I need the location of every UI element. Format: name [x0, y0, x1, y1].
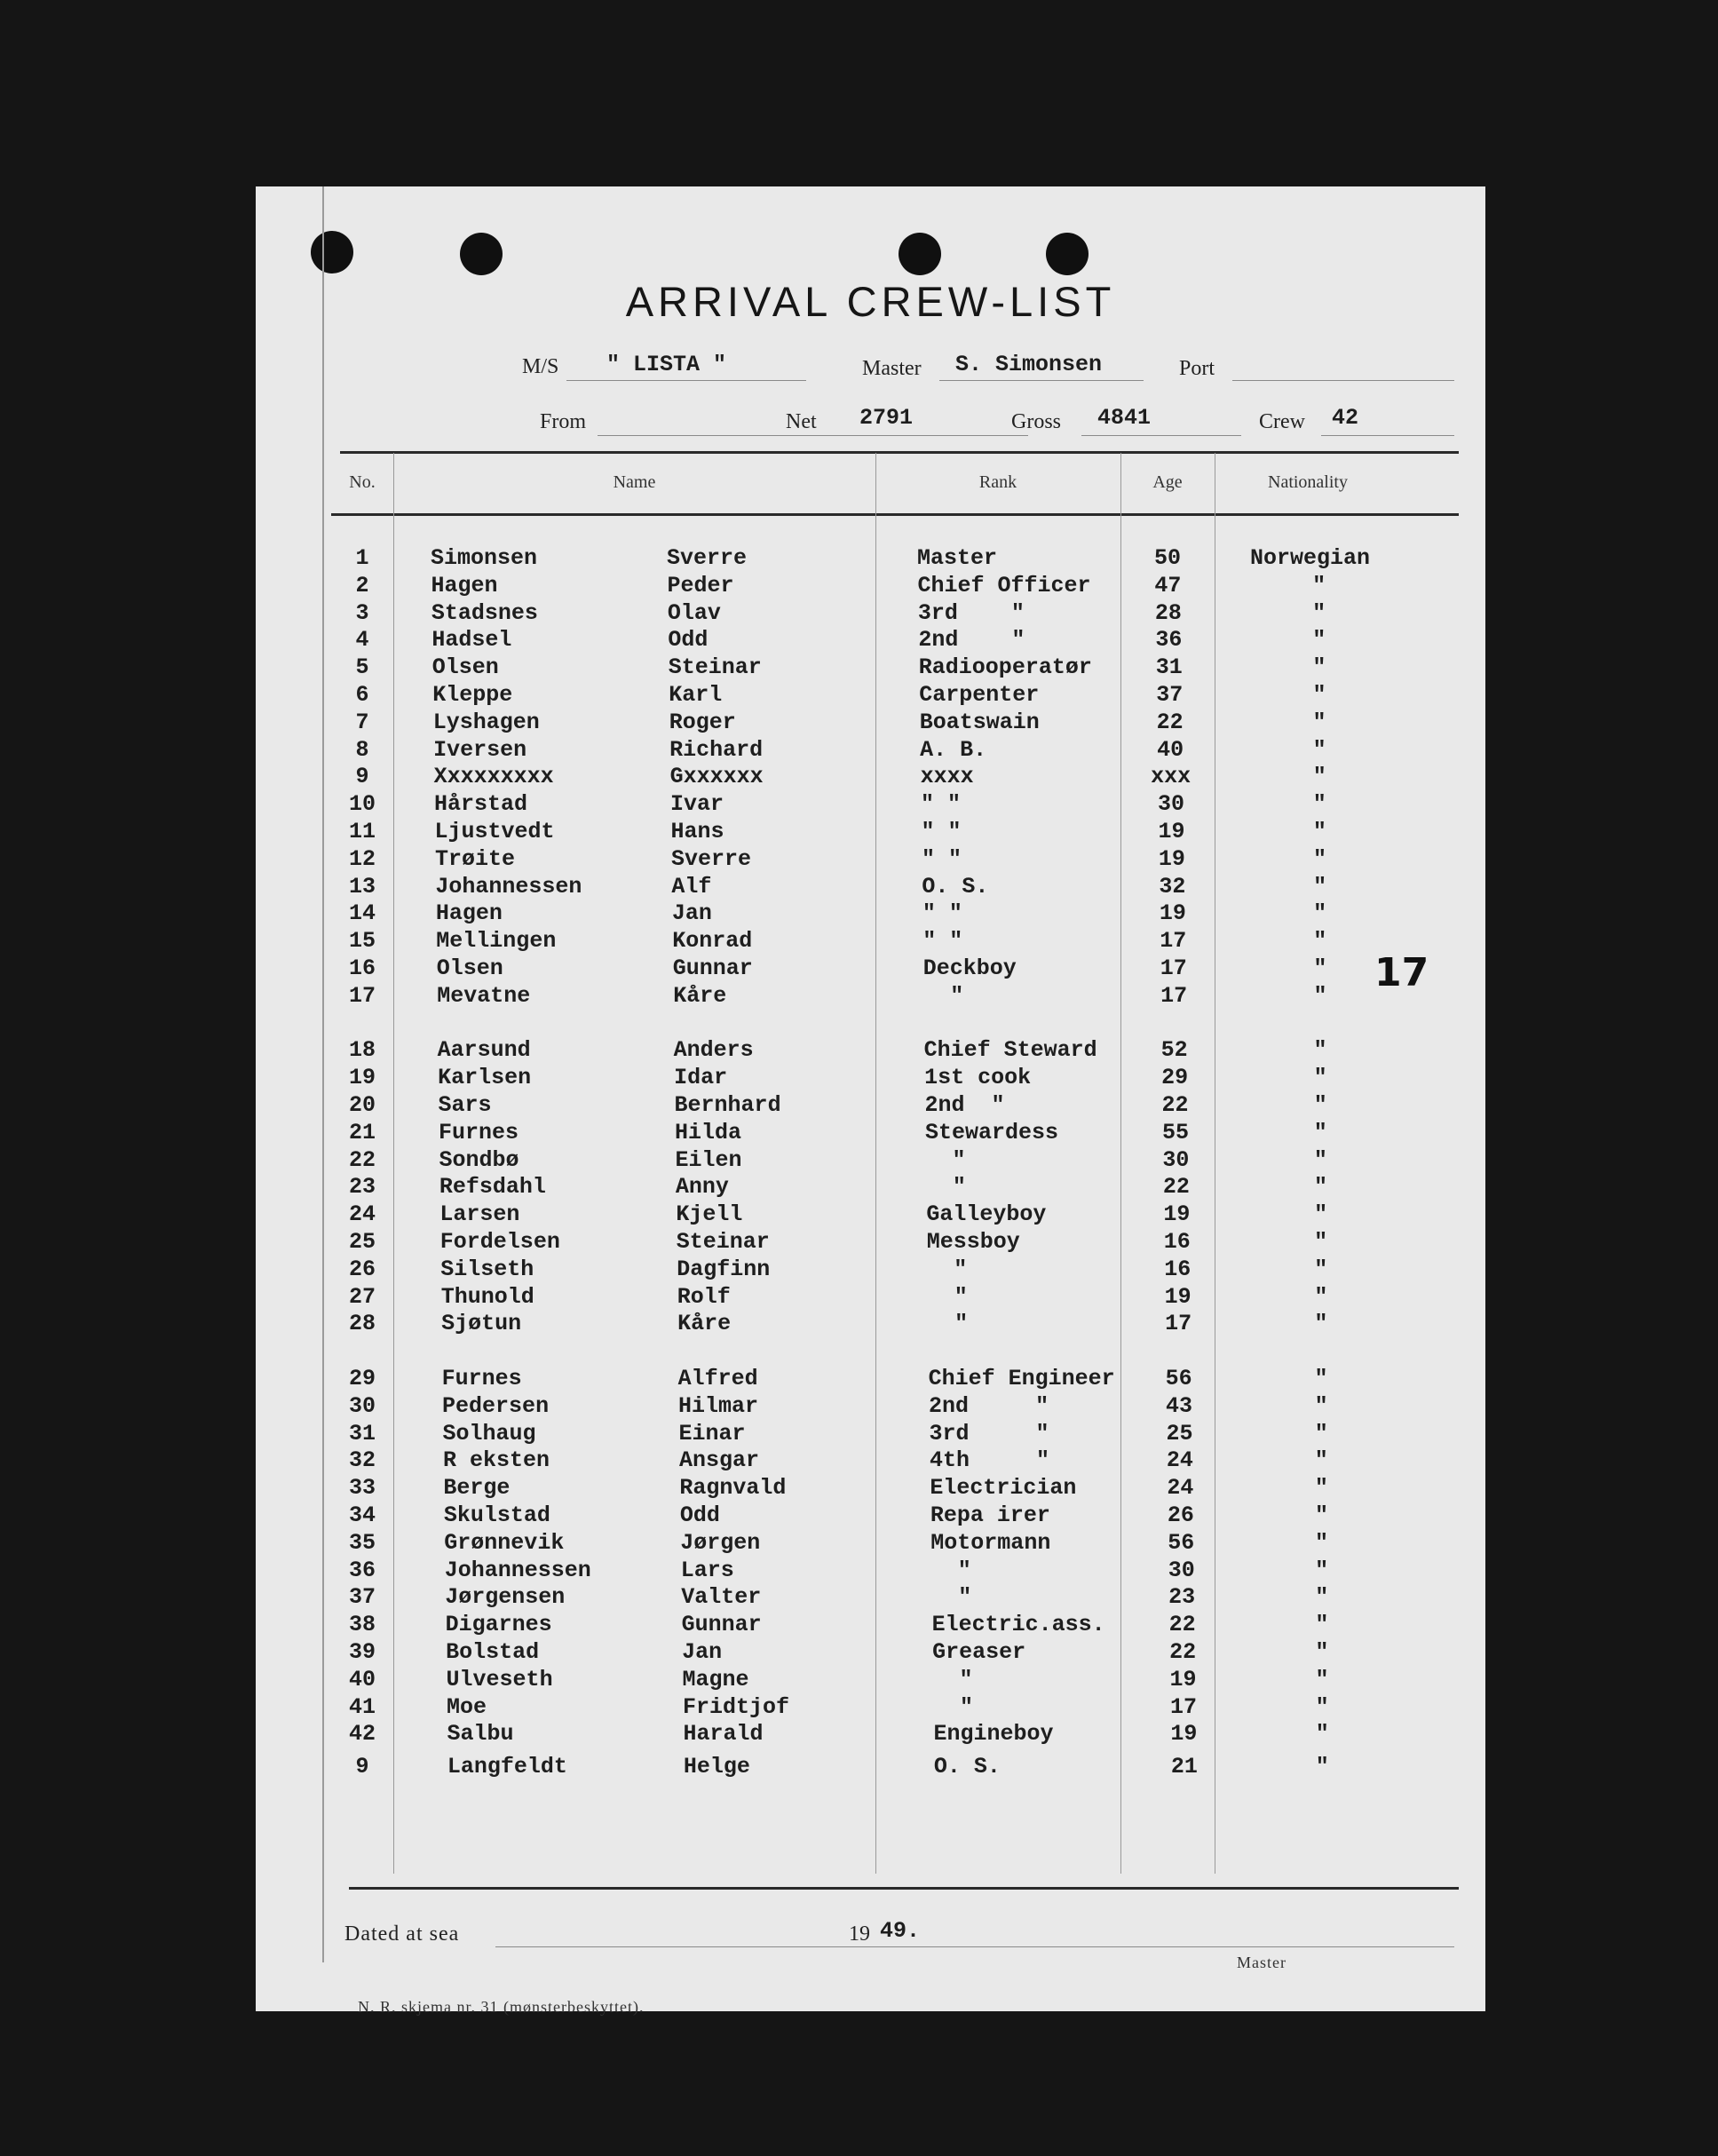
cell-no: 8 — [355, 737, 369, 763]
cell-age: 32 — [1159, 874, 1186, 900]
cell-nationality: Norwegian — [1250, 545, 1371, 571]
cell-given-name: Valter — [681, 1584, 762, 1610]
cell-no: 21 — [348, 1120, 376, 1145]
cell-given-name: Fridtjof — [683, 1694, 790, 1720]
cell-nationality: " — [1313, 983, 1327, 1009]
cell-nationality: " — [1313, 1174, 1327, 1200]
cell-given-name: Peder — [667, 573, 734, 598]
cell-nationality: " — [1313, 1037, 1327, 1063]
from-label: From — [540, 410, 587, 433]
cell-nationality: " — [1313, 1065, 1327, 1090]
cell-age: 19 — [1169, 1667, 1197, 1692]
cell-age: 17 — [1165, 1311, 1192, 1336]
cell-nationality: " — [1315, 1667, 1329, 1692]
cell-given-name: Jørgen — [680, 1530, 761, 1556]
cell-surname: Jørgensen — [445, 1584, 566, 1610]
cell-given-name: Gunnar — [681, 1612, 762, 1637]
crew-label: Crew — [1259, 410, 1305, 433]
cell-nationality: " — [1312, 600, 1326, 626]
cell-surname: Bolstad — [446, 1639, 540, 1665]
cell-age: 19 — [1159, 900, 1186, 926]
cell-age: 52 — [1160, 1037, 1188, 1063]
cell-nationality: " — [1314, 1284, 1328, 1310]
cell-rank: Master — [917, 545, 998, 571]
cell-age: 19 — [1158, 846, 1185, 872]
cell-given-name: Kåre — [673, 983, 727, 1009]
cell-rank: " — [925, 1147, 966, 1173]
cell-rank: Chief Engineer — [928, 1366, 1115, 1391]
cell-no: 34 — [348, 1502, 376, 1528]
cell-surname: Berge — [443, 1475, 511, 1501]
cell-given-name: Jan — [682, 1639, 723, 1665]
cell-nationality: " — [1314, 1311, 1328, 1336]
cell-nationality: " — [1312, 846, 1326, 872]
cell-surname: Hagen — [435, 900, 503, 926]
gross-label: Gross — [1011, 410, 1062, 433]
cell-rank: " " — [921, 791, 962, 817]
cell-age: 17 — [1160, 928, 1187, 954]
cell-age: 16 — [1163, 1229, 1191, 1255]
cell-rank: Motormann — [930, 1530, 1051, 1556]
cell-rank: " — [923, 983, 964, 1009]
cell-nationality: " — [1314, 1393, 1328, 1419]
cell-nationality: " — [1313, 1092, 1327, 1118]
punch-hole — [311, 231, 353, 273]
cell-age: 37 — [1156, 682, 1184, 708]
cell-age: 56 — [1168, 1530, 1195, 1556]
cell-surname: Grønnevik — [444, 1530, 565, 1556]
cell-rank: 2nd " — [929, 1393, 1049, 1419]
cell-nationality: " — [1315, 1754, 1329, 1779]
cell-rank: 1st cook — [924, 1065, 1032, 1090]
cell-given-name: Alf — [671, 874, 712, 900]
cell-nationality: " — [1313, 1147, 1327, 1173]
cell-no: 14 — [348, 900, 376, 926]
cell-rank: Engineboy — [933, 1721, 1054, 1747]
cell-surname: Ljustvedt — [434, 819, 555, 844]
cell-nationality: " — [1314, 1475, 1328, 1501]
cell-given-name: Eilen — [675, 1147, 742, 1173]
cell-age: 28 — [1154, 600, 1182, 626]
cell-no: 9 — [355, 764, 369, 789]
cell-rank: " — [930, 1558, 971, 1583]
cell-age: 50 — [1153, 545, 1181, 571]
cell-age: 19 — [1163, 1201, 1191, 1227]
cell-age: 25 — [1166, 1421, 1193, 1447]
cell-no: 22 — [348, 1147, 376, 1173]
cell-no: 26 — [348, 1256, 376, 1282]
cell-given-name: Sverre — [670, 846, 751, 872]
cell-rank: 2nd " — [918, 627, 1025, 653]
cell-surname: Larsen — [439, 1201, 520, 1227]
cell-no: 5 — [355, 654, 369, 680]
cell-nationality: " — [1314, 1201, 1328, 1227]
cell-no: 40 — [348, 1667, 376, 1692]
cell-surname: Iversen — [433, 737, 527, 763]
cell-age: 30 — [1158, 791, 1185, 817]
cell-given-name: Jan — [671, 900, 712, 926]
cell-age: 31 — [1155, 654, 1183, 680]
cell-no: 11 — [348, 819, 376, 844]
cell-surname: Refsdahl — [439, 1174, 546, 1200]
cell-nationality: " — [1312, 654, 1326, 680]
cell-given-name: Dagfinn — [677, 1256, 771, 1282]
cell-rank: Electric.ass. — [931, 1612, 1105, 1637]
cell-age: 22 — [1168, 1612, 1196, 1637]
cell-given-name: Bernhard — [674, 1092, 781, 1118]
cell-no: 25 — [348, 1229, 376, 1255]
cell-rank: 2nd " — [924, 1092, 1005, 1118]
master-name: S. Simonsen — [955, 352, 1103, 377]
cell-nationality: " — [1314, 1256, 1328, 1282]
cell-given-name: Olav — [667, 600, 721, 626]
cell-surname: Skulstad — [443, 1502, 550, 1528]
cell-no: 37 — [348, 1584, 376, 1610]
cell-no: 3 — [355, 600, 369, 626]
cell-surname: Mellingen — [436, 928, 557, 954]
cell-nationality: " — [1312, 819, 1326, 844]
cell-no: 27 — [348, 1284, 376, 1310]
header-nationality: Nationality — [1268, 472, 1348, 492]
master-label: Master — [862, 357, 922, 380]
cell-rank: Boatswain — [919, 709, 1040, 735]
cell-no: 38 — [348, 1612, 376, 1637]
cell-age: 22 — [1169, 1639, 1197, 1665]
cell-age: 22 — [1156, 709, 1184, 735]
cell-given-name: Hilda — [675, 1120, 742, 1145]
cell-surname: Sars — [438, 1092, 492, 1118]
cell-given-name: Helge — [683, 1754, 750, 1779]
cell-surname: Stadsnes — [431, 600, 538, 626]
crew-value: 42 — [1332, 405, 1359, 431]
cell-no: 32 — [348, 1447, 376, 1473]
cell-age: 19 — [1164, 1284, 1192, 1310]
cell-rank: Carpenter — [919, 682, 1040, 708]
cell-age: 19 — [1170, 1721, 1198, 1747]
cell-age: 56 — [1165, 1366, 1192, 1391]
cell-no: 10 — [348, 791, 376, 817]
cell-surname: Digarnes — [445, 1612, 552, 1637]
cell-rank: " — [927, 1256, 968, 1282]
cell-no: 20 — [348, 1092, 376, 1118]
cell-rank: Greaser — [932, 1639, 1026, 1665]
cell-age: 43 — [1166, 1393, 1193, 1419]
cell-rank: Stewardess — [925, 1120, 1059, 1145]
port-label: Port — [1179, 357, 1215, 380]
cell-surname: Thunold — [440, 1284, 534, 1310]
cell-rank: Deckboy — [922, 955, 1017, 981]
cell-surname: Olsen — [436, 955, 503, 981]
cell-nationality: " — [1315, 1558, 1329, 1583]
cell-rank: " " — [922, 928, 963, 954]
cell-rank: " — [931, 1584, 972, 1610]
cell-nationality: " — [1312, 791, 1326, 817]
cell-nationality: " — [1314, 1421, 1328, 1447]
cell-surname: Fordelsen — [439, 1229, 560, 1255]
net-value: 2791 — [859, 405, 914, 431]
cell-age: 22 — [1161, 1092, 1189, 1118]
cell-given-name: Kjell — [676, 1201, 743, 1227]
cell-nationality: " — [1313, 1120, 1327, 1145]
punch-hole — [1046, 233, 1089, 275]
cell-given-name: Odd — [679, 1502, 720, 1528]
cell-surname: Lyshagen — [432, 709, 540, 735]
cell-rank: " " — [922, 900, 962, 926]
cell-no: 6 — [355, 682, 369, 708]
cell-age: 40 — [1157, 737, 1184, 763]
cell-surname: Hadsel — [431, 627, 512, 653]
cell-no: 23 — [348, 1174, 376, 1200]
cell-rank: " — [932, 1667, 973, 1692]
ship-name: " LISTA " — [606, 352, 727, 377]
cell-no: 31 — [348, 1421, 376, 1447]
cell-given-name: Steinar — [676, 1229, 770, 1255]
punch-hole — [899, 233, 941, 275]
cell-rank: Messboy — [926, 1229, 1020, 1255]
header-rank: Rank — [978, 472, 1017, 492]
cell-age: 55 — [1161, 1120, 1189, 1145]
cell-given-name: Steinar — [668, 654, 762, 680]
cell-surname: Pedersen — [442, 1393, 550, 1419]
cell-nationality: " — [1315, 1694, 1329, 1720]
cell-surname: Trøite — [434, 846, 515, 872]
cell-rank: O. S. — [922, 874, 989, 900]
cell-rank: " — [933, 1694, 974, 1720]
cell-surname: Furnes — [439, 1120, 519, 1145]
cell-nationality: " — [1313, 955, 1327, 981]
cell-no: 12 — [348, 846, 376, 872]
cell-surname: Ulveseth — [446, 1667, 553, 1692]
punch-hole — [460, 233, 503, 275]
cell-no: 16 — [348, 955, 376, 981]
cell-age: 23 — [1168, 1584, 1196, 1610]
cell-no: 36 — [348, 1558, 376, 1583]
cell-no: 13 — [348, 874, 376, 900]
ms-label: M/S — [522, 355, 559, 378]
cell-rank: Electrician — [930, 1475, 1077, 1501]
cell-surname: Johannessen — [444, 1558, 591, 1583]
cell-no: 17 — [348, 983, 376, 1009]
cell-age: 36 — [1155, 627, 1183, 653]
cell-given-name: Richard — [669, 737, 764, 763]
cell-no: 35 — [348, 1530, 376, 1556]
cell-age: 47 — [1154, 573, 1182, 598]
cell-surname: Xxxxxxxxx — [433, 764, 554, 789]
cell-surname: Karlsen — [438, 1065, 532, 1090]
cell-surname: Kleppe — [432, 682, 513, 708]
cell-surname: Silseth — [440, 1256, 534, 1282]
cell-no: 7 — [355, 709, 369, 735]
header-name: Name — [613, 472, 656, 492]
cell-surname: Furnes — [441, 1366, 522, 1391]
cell-surname: Salbu — [447, 1721, 514, 1747]
cell-nationality: " — [1315, 1584, 1329, 1610]
margin-count-note: 17 — [1374, 950, 1429, 995]
cell-nationality: " — [1312, 682, 1326, 708]
cell-age: 17 — [1169, 1694, 1197, 1720]
cell-given-name: Odd — [668, 627, 709, 653]
cell-rank: xxxx — [920, 764, 974, 789]
cell-given-name: Gunnar — [672, 955, 753, 981]
cell-age: 21 — [1170, 1754, 1198, 1779]
cell-rank: 4th " — [929, 1447, 1049, 1473]
cell-given-name: Hilmar — [678, 1393, 759, 1419]
cell-given-name: Einar — [678, 1421, 746, 1447]
cell-surname: Olsen — [431, 654, 499, 680]
cell-nationality: " — [1315, 1639, 1329, 1665]
dated-label: Dated at sea — [344, 1922, 460, 1946]
cell-rank: 3rd " — [917, 600, 1025, 626]
cell-nationality: " — [1313, 900, 1327, 926]
year-prefix: 19 — [849, 1922, 870, 1946]
form-title: ARRIVAL CREW-LIST — [625, 278, 1116, 325]
cell-nationality: " — [1314, 1366, 1328, 1391]
cell-age: 19 — [1158, 819, 1185, 844]
cell-surname: Hagen — [431, 573, 498, 598]
cell-rank: Chief Steward — [923, 1037, 1097, 1063]
cell-no: 29 — [348, 1366, 376, 1391]
cell-nationality: " — [1312, 709, 1326, 735]
crew-list-form — [256, 186, 1485, 2016]
cell-no: 4 — [355, 627, 369, 653]
cell-rank: Galleyboy — [926, 1201, 1047, 1227]
cell-nationality: " — [1315, 1612, 1329, 1637]
cell-no: 18 — [348, 1037, 376, 1063]
cell-surname: Simonsen — [431, 545, 538, 571]
cell-given-name: Magne — [682, 1667, 749, 1692]
cell-given-name: Anders — [673, 1037, 754, 1063]
cell-given-name: Rolf — [677, 1284, 731, 1310]
cell-nationality: " — [1312, 764, 1326, 789]
net-label: Net — [786, 410, 817, 433]
cell-rank: A. B. — [920, 737, 987, 763]
cell-age: 22 — [1162, 1174, 1190, 1200]
cell-no: 28 — [348, 1311, 376, 1336]
cell-surname: Langfeldt — [447, 1754, 567, 1779]
cell-surname: Mevatne — [437, 983, 531, 1009]
cell-given-name: Sverre — [667, 545, 748, 571]
cell-given-name: Alfred — [677, 1366, 758, 1391]
cell-no: 39 — [348, 1639, 376, 1665]
cell-age: xxx — [1151, 764, 1192, 789]
cell-rank: " — [925, 1174, 966, 1200]
cell-surname: Johannessen — [435, 874, 582, 900]
cell-rank: " " — [921, 846, 962, 872]
cell-nationality: " — [1312, 573, 1326, 598]
cell-age: 16 — [1164, 1256, 1192, 1282]
cell-nationality: " — [1312, 627, 1326, 653]
cell-given-name: Ansgar — [678, 1447, 759, 1473]
cell-surname: Solhaug — [442, 1421, 536, 1447]
cell-no: 24 — [348, 1201, 376, 1227]
cell-rank: " " — [921, 819, 962, 844]
cell-rank: Repa irer — [930, 1502, 1050, 1528]
cell-rank: 3rd " — [929, 1421, 1049, 1447]
cell-nationality: " — [1314, 1229, 1328, 1255]
cell-surname: Sondbø — [439, 1147, 519, 1173]
cell-nationality: " — [1313, 928, 1327, 954]
cell-no: 30 — [348, 1393, 376, 1419]
cell-given-name: Kåre — [677, 1311, 732, 1336]
cell-given-name: Lars — [680, 1558, 734, 1583]
cell-age: 30 — [1162, 1147, 1190, 1173]
cell-given-name: Ragnvald — [679, 1475, 787, 1501]
cell-age: 24 — [1167, 1475, 1194, 1501]
master-signature-label: Master — [1237, 1954, 1287, 1971]
cell-rank: " — [928, 1311, 969, 1336]
cell-age: 17 — [1160, 983, 1188, 1009]
cell-rank: Chief Officer — [917, 573, 1091, 598]
fold-crease — [322, 186, 324, 1962]
cell-nationality: " — [1314, 1447, 1328, 1473]
cell-no: 19 — [348, 1065, 376, 1090]
header-age: Age — [1152, 472, 1183, 492]
cell-surname: Aarsund — [437, 1037, 531, 1063]
cell-no: 15 — [348, 928, 376, 954]
cell-given-name: Gxxxxxx — [669, 764, 764, 789]
cell-no: 9 — [355, 1754, 369, 1779]
cell-no: 41 — [348, 1694, 376, 1720]
cell-given-name: Ivar — [670, 791, 724, 817]
cell-given-name: Hans — [670, 819, 724, 844]
cell-rank: O. S. — [933, 1754, 1001, 1779]
cell-nationality: " — [1314, 1502, 1328, 1528]
cell-given-name: Anny — [675, 1174, 729, 1200]
form-reference: N. R. skjema nr. 31 (mønsterbeskyttet). — [358, 1998, 645, 2016]
cell-age: 29 — [1161, 1065, 1189, 1090]
cell-surname: Moe — [447, 1694, 487, 1720]
cell-age: 24 — [1166, 1447, 1193, 1473]
cell-given-name: Roger — [669, 709, 736, 735]
cell-nationality: " — [1315, 1721, 1329, 1747]
cell-rank: Radiooperatør — [918, 654, 1092, 680]
cell-age: 30 — [1168, 1558, 1195, 1583]
cell-nationality: " — [1313, 874, 1327, 900]
gross-value: 4841 — [1097, 405, 1152, 431]
cell-age: 26 — [1167, 1502, 1194, 1528]
cell-surname: R eksten — [442, 1447, 550, 1473]
cell-no: 1 — [355, 545, 369, 571]
cell-surname: Sjøtun — [441, 1311, 522, 1336]
cell-rank: " — [927, 1284, 968, 1310]
header-no: No. — [349, 472, 376, 492]
cell-given-name: Karl — [669, 682, 723, 708]
cell-given-name: Harald — [683, 1721, 764, 1747]
cell-no: 33 — [348, 1475, 376, 1501]
cell-age: 17 — [1160, 955, 1187, 981]
cell-given-name: Konrad — [672, 928, 753, 954]
cell-given-name: Idar — [674, 1065, 728, 1090]
cell-nationality: " — [1315, 1530, 1329, 1556]
cell-no: 2 — [355, 573, 369, 598]
cell-surname: Hårstad — [434, 791, 528, 817]
year-suffix: 49. — [880, 1918, 921, 1944]
cell-no: 42 — [348, 1721, 376, 1747]
cell-nationality: " — [1312, 737, 1326, 763]
